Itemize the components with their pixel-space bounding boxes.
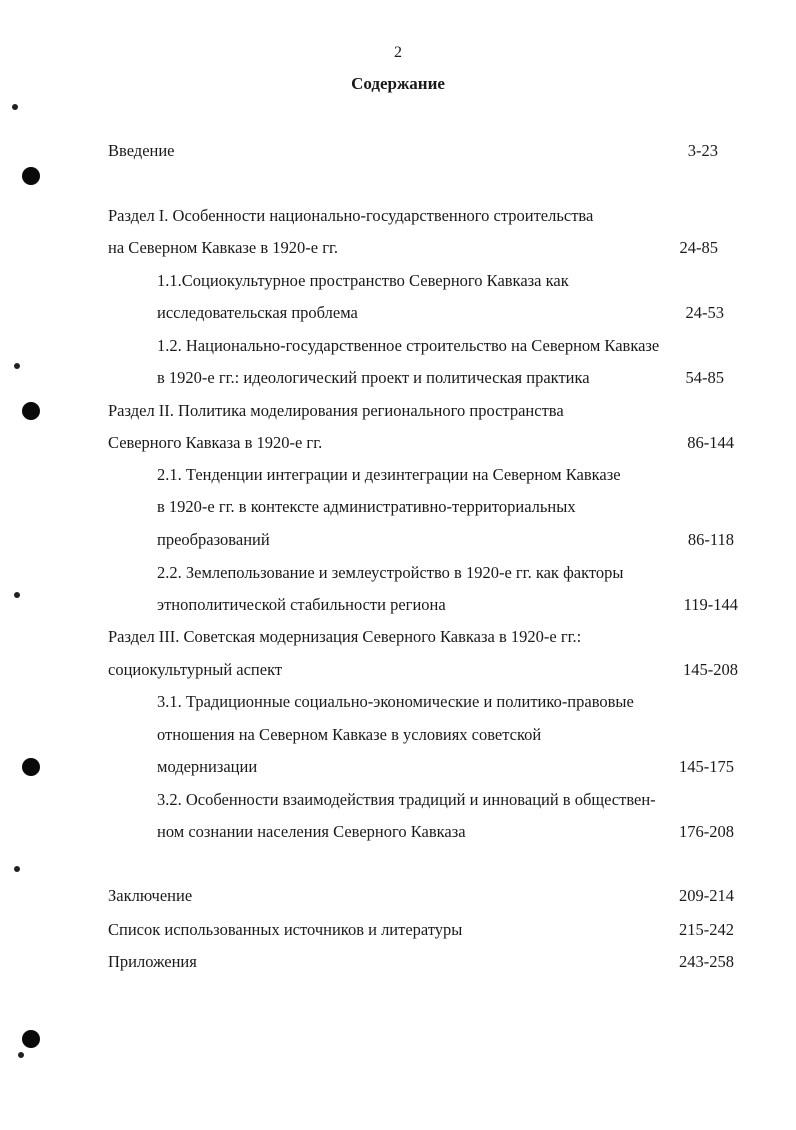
punch-hole	[22, 167, 40, 185]
toc-line: преобразований	[157, 530, 270, 549]
page-title: Содержание	[351, 74, 445, 93]
toc-line: Список использованных источников и литературы	[108, 920, 463, 939]
toc-page-range: 145-175	[679, 757, 734, 776]
toc-page-range: 86-144	[687, 433, 734, 452]
toc-page-range: 243-258	[679, 952, 734, 971]
scan-speck	[14, 363, 20, 369]
toc-line: модернизации	[157, 757, 258, 776]
toc-line: Раздел I. Особенности национально-государственного строительства	[108, 206, 594, 225]
toc-line: ном сознании населения Северного Кавказа	[157, 822, 466, 841]
toc-line: в 1920-е гг. в контексте административно-территориальных	[157, 497, 576, 516]
toc-page-range: 54-85	[685, 368, 724, 387]
toc-page-range: 145-208	[683, 660, 738, 679]
toc-line: 2.2. Землепользование и землеустройство в 1920-е гг. как факторы	[157, 563, 624, 582]
toc-line: Раздел II. Политика моделирования регионального пространства	[108, 401, 564, 420]
punch-hole	[22, 758, 40, 776]
scan-speck	[12, 104, 18, 110]
toc-line: 3.1. Традиционные социально-экономические и политико-правовые	[157, 692, 634, 711]
punch-hole	[22, 402, 40, 420]
toc-page-range: 24-85	[679, 238, 718, 257]
toc-line: на Северном Кавказе в 1920-е гг.	[108, 238, 339, 257]
toc-page-range: 119-144	[683, 595, 738, 614]
toc-line: отношения на Северном Кавказе в условиях советской	[157, 725, 542, 744]
toc-line: 2.1. Тенденции интеграции и дезинтеграции на Северном Кавказе	[157, 465, 621, 484]
toc-page-range: 215-242	[679, 920, 734, 939]
scan-speck	[14, 866, 20, 872]
toc-line: социокультурный аспект	[108, 660, 283, 679]
toc-line: Раздел III. Советская модернизация Северного Кавказа в 1920-е гг.:	[108, 627, 582, 646]
punch-hole	[22, 1030, 40, 1048]
toc-page-range: 209-214	[679, 886, 734, 905]
toc-line: 1.2. Национально-государственное строительство на Северном Кавказе	[157, 336, 660, 355]
toc-line: исследовательская проблема	[157, 303, 358, 322]
toc-line: 1.1.Социокультурное пространство Северного Кавказа как	[157, 271, 569, 290]
scan-speck	[14, 592, 20, 598]
toc-line: этнополитической стабильности региона	[157, 595, 446, 614]
page-number: 2	[394, 44, 402, 61]
toc-page-range: 176-208	[679, 822, 734, 841]
toc-page-range: 3-23	[687, 141, 718, 160]
toc-page-range: 86-118	[687, 530, 734, 549]
toc-line: Заключение	[108, 886, 193, 905]
toc-line: Северного Кавказа в 1920-е гг.	[108, 433, 323, 452]
toc-line: Приложения	[108, 952, 197, 971]
scan-speck	[18, 1052, 24, 1058]
toc-line: 3.2. Особенности взаимодействия традиций и инноваций в обществен-	[157, 790, 656, 809]
toc-line: Введение	[108, 141, 175, 160]
toc-line: в 1920-е гг.: идеологический проект и политическая практика	[157, 368, 590, 387]
toc-page-range: 24-53	[685, 303, 724, 322]
